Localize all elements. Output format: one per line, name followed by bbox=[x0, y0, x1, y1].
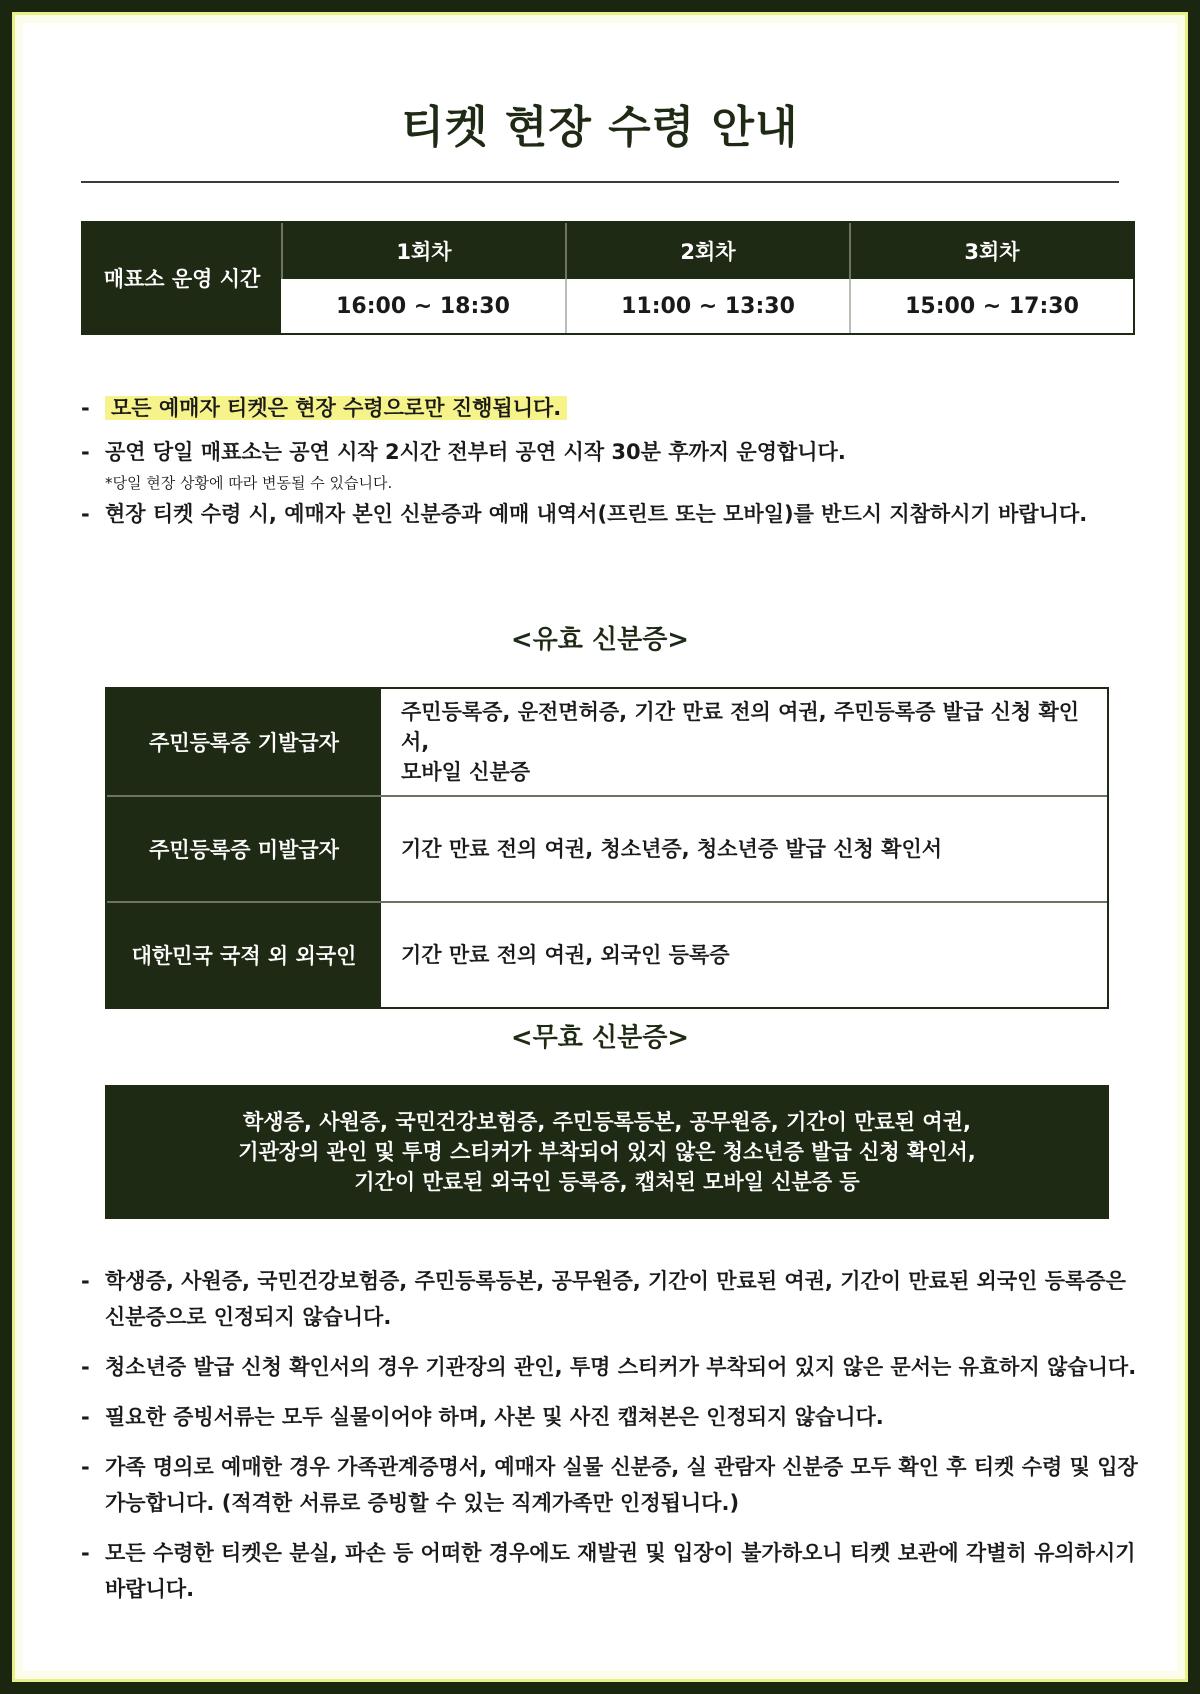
note-item: - 필요한 증빙서류는 모두 실물이어야 하며, 사본 및 사진 캡쳐본은 인정되지 않습니다. bbox=[81, 1405, 884, 1429]
round-1-time: 16:00 ~ 18:30 bbox=[281, 279, 565, 333]
note-item: - 학생증, 사원증, 국민건강보험증, 주민등록등본, 공무원증, 기간이 만료된 여권, 기간이 만료된 외국인 등록증은 신분증으로 인정되지 않습니다. bbox=[81, 1269, 1126, 1329]
row-label: 주민등록증 미발급자 bbox=[107, 797, 381, 901]
notice-frame bbox=[12, 12, 1188, 1682]
table-row bbox=[107, 795, 1107, 901]
hours-label: 매표소 운영 시간 bbox=[83, 223, 281, 333]
notice-sheet bbox=[23, 23, 1177, 1671]
table-row bbox=[107, 689, 1107, 795]
box-office-hours-table bbox=[81, 221, 1135, 335]
round-1-header: 1회차 bbox=[281, 223, 565, 279]
valid-id-title: <유효 신분증> bbox=[510, 625, 690, 655]
row-label: 주민등록증 기발급자 bbox=[107, 689, 381, 795]
table-row bbox=[107, 901, 1107, 1007]
note-footnote: *당일 현장 상황에 따라 변동될 수 있습니다. bbox=[105, 474, 393, 492]
note-item: - 모든 예매자 티켓은 현장 수령으로만 진행됩니다. bbox=[81, 391, 1151, 425]
note-item: - 모든 수령한 티켓은 분실, 파손 등 어떠한 경우에도 재발권 및 입장이 불가하오니 티켓 보관에 각별히 유의하시기 바랍니다. bbox=[81, 1541, 1136, 1601]
note-item: - 현장 티켓 수령 시, 예매자 본인 신분증과 예매 내역서(프린트 또는 모바일)를 반드시 지참하시기 바랍니다. bbox=[81, 502, 1088, 526]
note-item: - 공연 당일 매표소는 공연 시작 2시간 전부터 공연 시작 30분 후까지 운영합니다. bbox=[81, 440, 846, 464]
row-value: 기간 만료 전의 여권, 청소년증, 청소년증 발급 신청 확인서 bbox=[381, 797, 1107, 901]
row-label: 대한민국 국적 외 외국인 bbox=[107, 903, 381, 1007]
title-divider bbox=[81, 181, 1119, 183]
round-3-time: 15:00 ~ 17:30 bbox=[849, 279, 1133, 333]
valid-id-table bbox=[105, 687, 1109, 1009]
id-notes bbox=[81, 1263, 1151, 1621]
highlighted-note: 모든 예매자 티켓은 현장 수령으로만 진행됩니다. bbox=[105, 396, 567, 420]
pickup-notes bbox=[81, 391, 1151, 531]
round-3-header: 3회차 bbox=[849, 223, 1133, 279]
invalid-id-title: <무효 신분증> bbox=[510, 1023, 690, 1053]
invalid-id-box: 학생증, 사원증, 국민건강보험증, 주민등록등본, 공무원증, 기간이 만료된 여권, 기관장의 관인 및 투명 스티커가 부착되어 있지 않은 청소년증 발급 신청 확인서, 기간이 만료된 외국인 등록증, 캡처된 모바일 신분증 등 bbox=[105, 1085, 1109, 1219]
note-item: - 가족 명의로 예매한 경우 가족관계증명서, 예매자 실물 신분증, 실 관람자 신분증 모두 확인 후 티켓 수령 및 입장 가능합니다. (적격한 서류로 증빙할 수 있는 직계가족만 인정됩니다.) bbox=[81, 1455, 1138, 1515]
row-value: 기간 만료 전의 여권, 외국인 등록증 bbox=[381, 903, 1107, 1007]
note-item: - 청소년증 발급 신청 확인서의 경우 기관장의 관인, 투명 스티커가 부착되어 있지 않은 문서는 유효하지 않습니다. bbox=[81, 1355, 1137, 1379]
round-2-time: 11:00 ~ 13:30 bbox=[565, 279, 849, 333]
round-2-header: 2회차 bbox=[565, 223, 849, 279]
row-value: 주민등록증, 운전면허증, 기간 만료 전의 여권, 주민등록증 발급 신청 확인서, 모바일 신분증 bbox=[381, 689, 1107, 795]
page-title: 티켓 현장 수령 안내 bbox=[401, 102, 799, 153]
